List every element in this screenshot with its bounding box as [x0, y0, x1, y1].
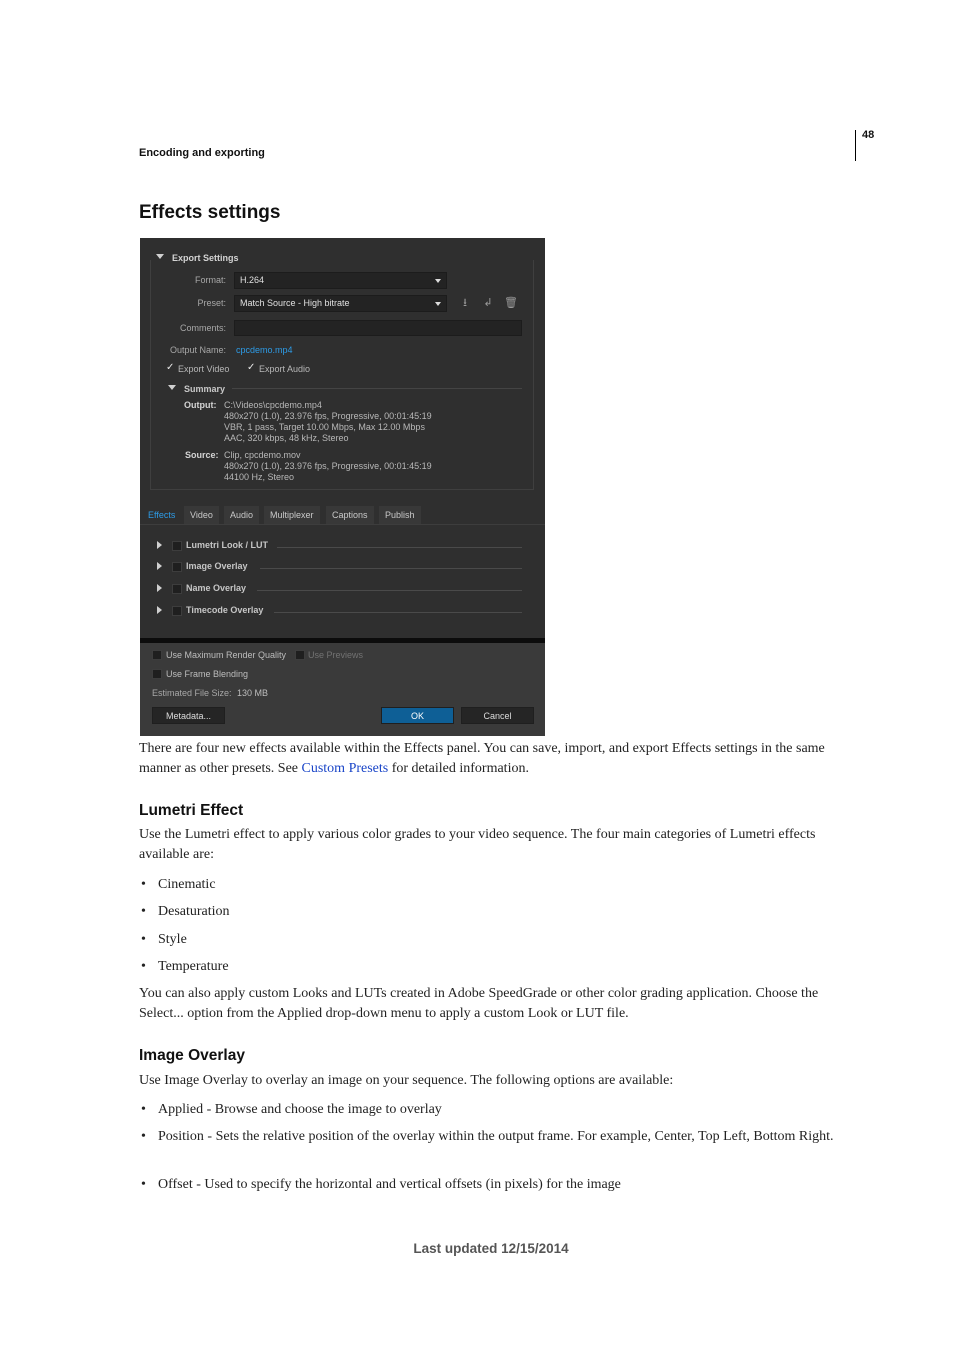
source-line-3: 44100 Hz, Stereo: [224, 472, 295, 482]
effect-checkbox[interactable]: [172, 562, 182, 572]
tab-video[interactable]: Video: [184, 506, 219, 524]
output-line-3: VBR, 1 pass, Target 10.00 Mbps, Max 12.00 Mbps: [224, 422, 425, 432]
import-preset-icon[interactable]: ↲: [483, 297, 493, 309]
header-rule: [855, 130, 856, 161]
chevron-down-icon: [435, 279, 441, 283]
effect-rule: [274, 612, 522, 613]
estimated-file-size-value: 130 MB: [237, 688, 269, 698]
source-line-2: 480x270 (1.0), 23.976 fps, Progressive, 00:01:45:19: [224, 461, 432, 471]
format-value: H.264: [240, 275, 265, 285]
expand-triangle-icon[interactable]: [157, 584, 162, 592]
list-item: • Cinematic: [141, 877, 216, 892]
lumetri-intro: Use the Lumetri effect to apply various color grades to your video sequence. The four main categories of Lumetri effects available are:: [139, 827, 816, 862]
max-render-quality-label: Use Maximum Render Quality: [166, 650, 287, 660]
output-name-link[interactable]: cpcdemo.mp4: [236, 345, 293, 355]
output-line-2: 480x270 (1.0), 23.976 fps, Progressive, 00:01:45:19: [224, 411, 432, 421]
list-item: • Position - Sets the relative position of the overlay within the output frame. For example, Center, Top Left, Bottom Right.: [141, 1129, 834, 1144]
preset-label: Preset:: [197, 298, 226, 308]
source-line-1: Clip, cpcdemo.mov: [224, 450, 301, 460]
expand-triangle-icon[interactable]: [157, 562, 162, 570]
page-number: 48: [862, 129, 875, 141]
metadata-button[interactable]: Metadata...: [152, 707, 225, 724]
tab-publish[interactable]: Publish: [379, 506, 421, 524]
page-title: Effects settings: [139, 202, 281, 223]
frame-blending-label: Use Frame Blending: [166, 669, 249, 679]
tab-effects[interactable]: Effects: [142, 506, 181, 524]
effect-name: Image Overlay: [186, 561, 248, 571]
summary-rule: [232, 388, 522, 389]
effect-row-timecode-overlay[interactable]: [154, 605, 522, 619]
lumetri-heading: Lumetri Effect: [139, 802, 244, 819]
list-item: • Style: [141, 932, 187, 947]
list-item: • Desaturation: [141, 904, 230, 919]
tab-audio[interactable]: Audio: [224, 506, 259, 524]
effect-rule: [260, 568, 522, 569]
effect-rule: [277, 547, 522, 548]
comments-input[interactable]: [234, 320, 522, 336]
cancel-button[interactable]: Cancel: [461, 707, 534, 724]
effect-checkbox[interactable]: [172, 584, 182, 594]
lumetri-outro: You can also apply custom Looks and LUTs created in Adobe SpeedGrade or other color grading application. Choose the Select... option from the Applied drop-down menu to apply a custom Look or LUT file.: [139, 986, 819, 1021]
expand-triangle-icon[interactable]: [157, 606, 162, 614]
ok-button[interactable]: OK: [381, 707, 454, 724]
effect-row-image-overlay[interactable]: [154, 561, 522, 575]
source-summary-label: Source:: [185, 450, 219, 460]
comments-label: Comments:: [179, 323, 226, 333]
effect-row-lumetri[interactable]: [154, 540, 522, 554]
export-audio-label: Export Audio: [259, 364, 311, 374]
export-settings-screenshot: [140, 238, 545, 736]
delete-preset-icon[interactable]: 🗑: [504, 297, 518, 309]
frame-blending-checkbox[interactable]: [152, 669, 162, 679]
effect-name: Name Overlay: [186, 583, 247, 593]
tab-captions[interactable]: Captions: [326, 506, 374, 524]
summary-label: Summary: [184, 384, 226, 394]
preset-value: Match Source - High bitrate: [240, 298, 350, 308]
use-previews-checkbox[interactable]: [295, 650, 305, 660]
footer-last-updated: Last updated 12/15/2014: [413, 1241, 569, 1256]
image-overlay-intro: Use Image Overlay to overlay an image on your sequence. The following options are available:: [139, 1073, 674, 1088]
tab-bar-rule: [140, 524, 545, 525]
output-line-1: C:\Videos\cpcdemo.mp4: [224, 400, 322, 410]
save-preset-icon[interactable]: ⭳: [463, 297, 467, 309]
format-label: Format:: [194, 275, 226, 285]
output-line-4: AAC, 320 kbps, 48 kHz, Stereo: [224, 433, 349, 443]
list-item: • Offset - Used to specify the horizontal and vertical offsets (in pixels) for the image: [141, 1177, 621, 1192]
preset-dropdown[interactable]: [234, 295, 447, 312]
custom-presets-link[interactable]: Custom Presets: [301, 761, 389, 776]
format-dropdown[interactable]: [234, 272, 447, 289]
effect-name: Timecode Overlay: [186, 605, 264, 615]
use-previews-label: Use Previews: [308, 650, 364, 660]
intro-text-end: for detailed information.: [388, 761, 529, 776]
expand-triangle-icon[interactable]: [157, 541, 162, 549]
export-audio-checkbox[interactable]: ✓: [247, 362, 256, 373]
image-overlay-heading: Image Overlay: [139, 1047, 245, 1064]
export-video-label: Export Video: [178, 364, 230, 374]
output-summary-label: Output:: [184, 400, 217, 410]
effect-name: Lumetri Look / LUT: [186, 540, 268, 550]
export-settings-label: Export Settings: [172, 253, 239, 263]
intro-text: There are four new effects available within the Effects panel. You can save, import, and export Effects settings in the same manner as other presets. See: [139, 741, 825, 776]
export-video-checkbox[interactable]: ✓: [166, 362, 175, 373]
chevron-down-icon: [435, 302, 441, 306]
estimated-file-size-label: Estimated File Size:: [152, 688, 232, 698]
running-header-section: Encoding and exporting: [139, 147, 265, 159]
max-render-quality-checkbox[interactable]: [152, 650, 162, 660]
effect-checkbox[interactable]: [172, 606, 182, 616]
collapse-triangle-icon[interactable]: [156, 254, 164, 259]
intro-paragraph: [139, 739, 854, 779]
list-item: • Applied - Browse and choose the image to overlay: [141, 1102, 442, 1117]
list-item: • Temperature: [141, 959, 229, 974]
tab-multiplexer[interactable]: Multiplexer: [264, 506, 320, 524]
effect-checkbox[interactable]: [172, 541, 182, 551]
effect-rule: [257, 590, 522, 591]
output-name-label: Output Name:: [169, 345, 226, 355]
summary-triangle-icon[interactable]: [168, 385, 176, 390]
effect-row-name-overlay[interactable]: [154, 583, 522, 597]
